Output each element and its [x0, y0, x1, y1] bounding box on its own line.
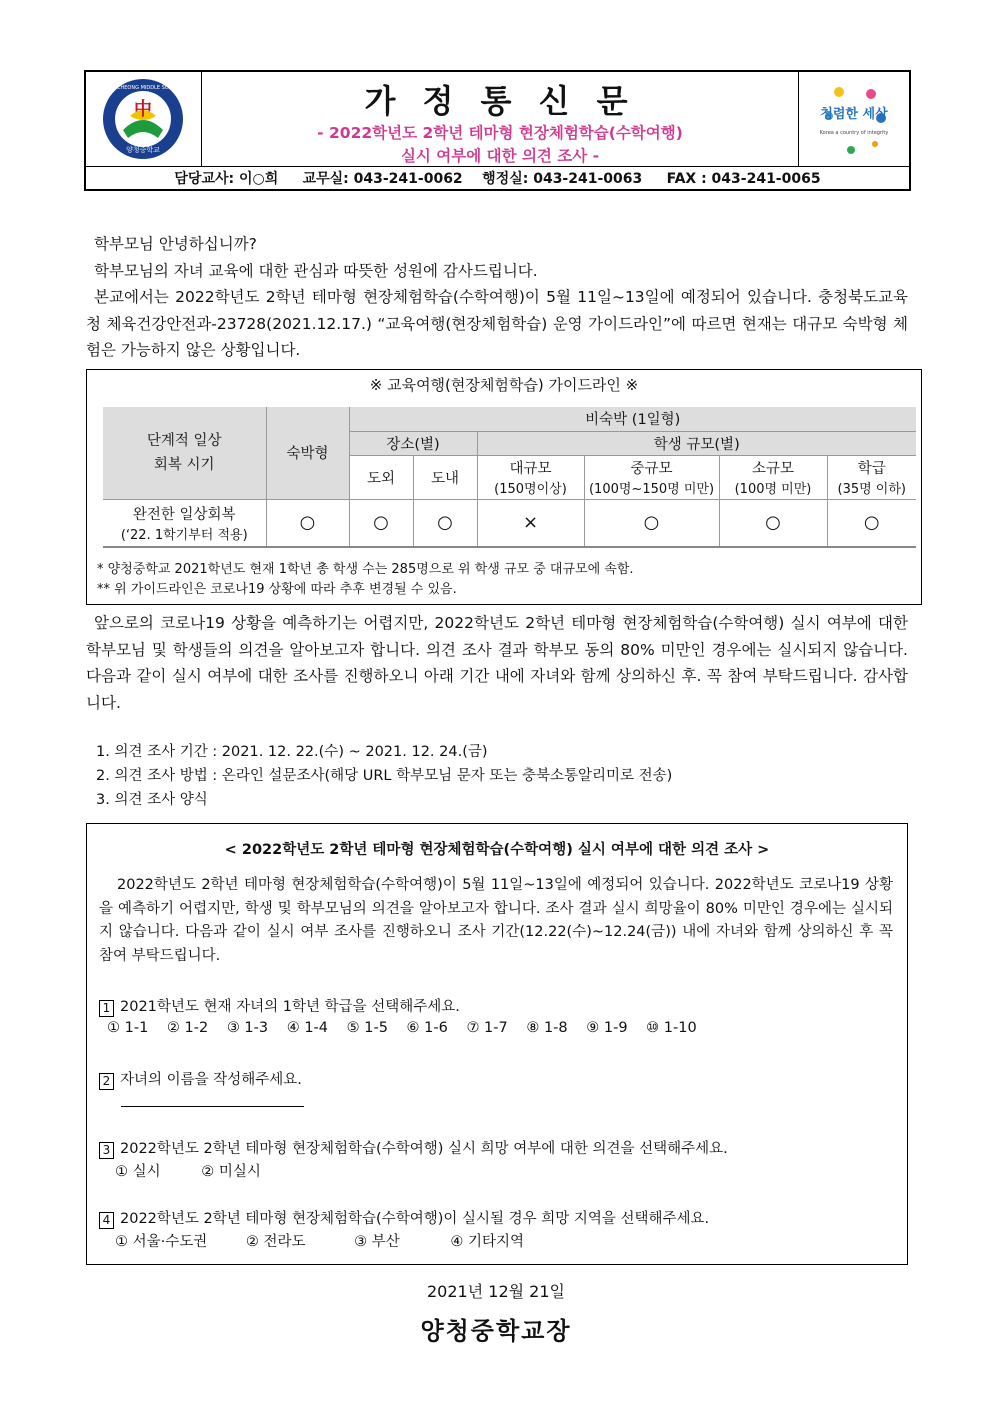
option-1-1[interactable]: ① 1-1 [107, 1020, 149, 1036]
survey-period: 1. 의견 조사 기간 : 2021. 12. 22.(수) ~ 2021. 12. 24.(금) [96, 744, 488, 760]
subtitle-line-1: - 2022학년도 2학년 테마형 현장체험학습(수학여행) [317, 124, 683, 142]
guideline-heading: ※ 교육여행(현장체험학습) 가이드라인 ※ [369, 376, 639, 394]
issue-date: 2021년 12월 21일 [427, 1282, 565, 1301]
school-emblem-icon [86, 72, 201, 166]
header-scale-large [477, 455, 584, 499]
integrity-logo-caption: Korea a country of integrity [819, 130, 889, 136]
contact-line: 담당교사: 이○희 교무실: 043-241-0062 행정실: 043-241-0063 FAX : 043-241-0065 [86, 166, 909, 189]
logo-ring-text: YANGCHEONG MIDDLE SCHOOL [103, 85, 183, 91]
signer: 양청중학교장 [420, 1316, 572, 1345]
question-2 [99, 1068, 302, 1090]
question-2-text: 자녀의 이름을 작성해주세요. [120, 1072, 302, 1088]
name-answer-line[interactable] [121, 1106, 304, 1107]
scale-large-note: (150명이상) [494, 482, 567, 497]
survey-form-label: 3. 의견 조사 양식 [96, 792, 208, 808]
option-4-jeolla[interactable]: ② 전라도 [245, 1234, 306, 1250]
question-4-options [115, 1230, 538, 1251]
guideline-note-1: * 양청중학교 2021학년도 현재 1학년 총 학생 수는 285명으로 위 학생 규모 중 대규모에 속함. [97, 562, 634, 577]
survey-title: < 2022학년도 2학년 테마형 현장체험학습(수학여행) 실시 여부에 대한 의견 조사 > [224, 842, 770, 858]
integrity-logo-text: 청렴한 세상 [820, 107, 888, 122]
question-3-number: 3 [99, 1142, 114, 1159]
newsletter-header [84, 70, 911, 191]
page-title: 가 정 통 신 문 [364, 82, 636, 120]
header-place-in: 도내 [413, 455, 477, 499]
option-4-other[interactable]: ④ 기타지역 [450, 1234, 524, 1250]
option-1-10[interactable]: ⑩ 1-10 [646, 1020, 697, 1036]
header-scale-class [827, 455, 916, 499]
cell-scale-mid: ○ [584, 499, 719, 547]
row-label-text: 완전한 일상회복 [132, 506, 236, 523]
cell-scale-small: ○ [719, 499, 827, 547]
cell-overnight: ○ [266, 499, 349, 547]
question-1-text: 2021학년도 현재 자녀의 1학년 학급을 선택해주세요. [120, 999, 460, 1015]
option-4-seoul[interactable]: ① 서울·수도권 [115, 1234, 208, 1250]
row-label [103, 499, 266, 547]
option-3-yes[interactable]: ① 실시 [115, 1164, 161, 1180]
guideline-note-2: ** 위 가이드라인은 코로나19 상황에 따라 추후 변경될 수 있음. [97, 582, 457, 597]
question-4 [99, 1207, 709, 1229]
option-1-3[interactable]: ③ 1-3 [226, 1020, 269, 1036]
header-place: 장소(별) [349, 431, 477, 455]
integrity-logo-cell [798, 72, 909, 166]
integrity-logo-icon [799, 72, 909, 166]
question-3-text: 2022학년도 2학년 테마형 현장체험학습(수학여행) 실시 희망 여부에 대한 의견을 선택해주세요. [120, 1141, 728, 1157]
scale-class-note: (35명 이하) [837, 482, 906, 497]
guideline-table [103, 407, 916, 548]
survey-method: 2. 의견 조사 방법 : 온라인 설문조사(해당 URL 학부모님 문자 또는 충북소통알리미로 전송) [96, 768, 673, 784]
logo-char: 中 [134, 99, 152, 120]
logo-bottom-text: 양청중학교 [126, 146, 160, 154]
header-overnight: 숙박형 [266, 407, 349, 499]
scale-mid-note: (100명~150명 미만) [588, 482, 715, 497]
scale-mid-label: 중규모 [630, 461, 673, 477]
question-2-number: 2 [99, 1073, 114, 1090]
option-1-4[interactable]: ④ 1-4 [286, 1020, 329, 1036]
guideline-box [86, 369, 922, 605]
intro-block [86, 231, 908, 364]
question-1-number: 1 [99, 1000, 114, 1017]
header-dayonly: 비숙박 (1일형) [349, 407, 916, 431]
survey-info-list [96, 740, 672, 812]
question-3 [99, 1137, 728, 1159]
thanks-paragraph: 학부모님의 자녀 교육에 대한 관심과 따뜻한 성원에 감사드립니다. [94, 261, 538, 280]
question-3-options [115, 1160, 275, 1181]
option-1-6[interactable]: ⑥ 1-6 [406, 1020, 448, 1036]
notice-text: 앞으로의 코로나19 상황을 예측하기는 어렵지만, 2022학년도 2학년 테마형 현장체험학습(수학여행) 실시 여부에 대한 학부모님 및 학생들의 의견을 알아보고자 합니다. 의견 조사 결과 학부모 동의 80% 미만인 경우에는 실시되지 않습니다. 다음과 같이 실시 여부에 대한 조사를 진행하오니 아래 기간 내에 자녀와 함께 상의하신 후. 꼭 참여 부탁드립니다. 감사합니다. [86, 614, 908, 712]
option-3-no[interactable]: ② 미실시 [201, 1164, 261, 1180]
question-4-text: 2022학년도 2학년 테마형 현장체험학습(수학여행)이 실시될 경우 희망 지역을 선택해주세요. [120, 1211, 710, 1227]
header-scale: 학생 규모(별) [477, 431, 916, 455]
school-logo-cell [86, 72, 202, 166]
option-4-busan[interactable]: ③ 부산 [354, 1234, 400, 1250]
survey-form-box [86, 823, 908, 1265]
header-period: 단계적 일상 회복 시기 [103, 407, 266, 499]
option-1-2[interactable]: ② 1-2 [166, 1020, 209, 1036]
cell-scale-class: ○ [827, 499, 916, 547]
header-place-out: 도외 [349, 455, 413, 499]
scale-class-label: 학급 [857, 461, 886, 477]
question-1-options [107, 1020, 711, 1036]
scale-large-label: 대규모 [509, 461, 552, 477]
cell-scale-large: × [477, 499, 584, 547]
greeting: 학부모님 안녕하십니까? [94, 235, 257, 253]
survey-intro: 2022학년도 2학년 테마형 현장체험학습(수학여행)이 5월 11일~13일에 예정되어 있습니다. 2022학년도 코로나19 상황을 예측하기 어렵지만, 학생 및 학부모님의 의견을 알아보고자 합니다. 조사 결과 실시 희망율이 80% 미만인 경우에는 실시되지 않습니다. 다음과 같이 실시 여부 조사를 진행하오니 조사 기간(12.22(수)~12.24(금)) 내에 자녀와 함께 상의하신 후 꼭 참여 부탁드립니다. [99, 877, 893, 964]
question-1 [99, 995, 460, 1017]
schedule-paragraph: 본교에서는 2022학년도 2학년 테마형 현장체험학습(수학여행)이 5월 11일~13일에 예정되어 있습니다. 충청북도교육청 체육건강안전과-23728(2021.12.17.) “교육여행(현장체험학습) 운영 가이드라인”에 따르면 현재는 대규모 숙박형 체험은 가능하지 않은 상황입니다. [86, 288, 908, 359]
header-scale-small [719, 455, 827, 499]
header-title-block [201, 72, 799, 166]
option-1-5[interactable]: ⑤ 1-5 [346, 1020, 388, 1036]
subtitle-line-2: 실시 여부에 대한 의견 조사 - [400, 147, 600, 165]
row-label-note: (‘22. 1학기부터 적용) [120, 527, 248, 543]
option-1-7[interactable]: ⑦ 1-7 [466, 1020, 508, 1036]
question-4-number: 4 [99, 1212, 114, 1229]
scale-small-label: 소규모 [751, 461, 795, 477]
option-1-9[interactable]: ⑨ 1-9 [586, 1020, 628, 1036]
scale-small-note: (100명 미만) [734, 482, 812, 497]
option-1-8[interactable]: ⑧ 1-8 [526, 1020, 568, 1036]
survey-notice-paragraph [86, 610, 908, 716]
cell-place-in: ○ [413, 499, 477, 547]
cell-place-out: ○ [349, 499, 413, 547]
header-scale-mid [584, 455, 719, 499]
